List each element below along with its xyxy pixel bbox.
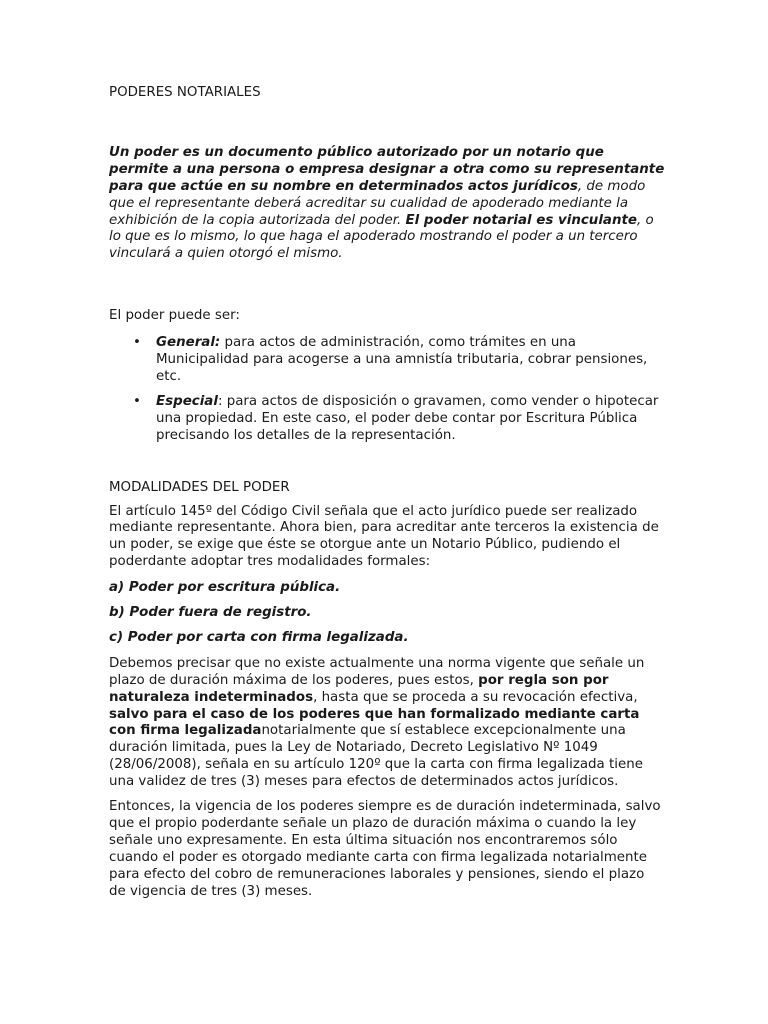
modality-item: c) Poder por carta con firma legalizada. <box>109 629 409 645</box>
conclusion-paragraph: Entonces, la vigencia de los poderes siempre es de duración indeterminada, salvo que el propio poderdante señale un plazo de duración máxima o cuando la ley señale uno expresamente. En esta última situación nos encontraremos sólo cuando el poder es otorgado mediante carta con firma legalizada notarialmente para efecto del cobro de remuneraciones laborales y pensiones, siendo el plazo de vigencia de tres (3) meses. <box>109 799 661 899</box>
type-term: General: <box>156 335 221 351</box>
document-body <box>109 85 665 901</box>
list-item <box>109 335 665 386</box>
power-types-list <box>109 335 665 444</box>
section-intro: El artículo 145º del Código Civil señala que el acto jurídico puede ser realizado mediante representante. Ahora bien, para acreditar ante terceros la existencia de un poder, se exige que éste se otorgue ante un Notario Público, pudiendo el poderdante adoptar tres modalidades formales: <box>109 503 659 570</box>
duration-paragraph <box>109 656 665 791</box>
type-term: Especial <box>156 393 218 409</box>
section-title: MODALIDADES DEL PODER <box>109 479 290 495</box>
duration-emphasis-2: salvo para el caso de los poderes que han formalizado mediante carta con firma legalizada <box>109 706 640 739</box>
type-description: : para actos de disposición o gravamen, como vender o hipotecar una propiedad. En este caso, el poder debe contar por Escritura Pública precisando los detalles de la representación. <box>156 393 659 443</box>
lead-paragraph <box>109 145 665 263</box>
duration-text-3: notarialmente que sí establece excepcionalmente una duración limitada, pues la Ley de Notariado, Decreto Legislativo Nº 1049 (28/06/2008), señala en su artículo 120º que la carta con firma legalizada tiene una validez de tres (3) meses para efectos de determinados actos jurídicos. <box>109 723 643 790</box>
duration-text-1: Debemos precisar que no existe actualmente una norma vigente que señale un plazo de duración máxima de los poderes, pues estos, <box>109 655 645 688</box>
types-intro: El poder puede ser: <box>109 308 240 324</box>
lead-text-1: , de modo que el representante deberá acreditar su cualidad de apoderado mediante la exhibición de la copia autorizada del poder. <box>109 178 646 228</box>
list-item <box>109 394 665 445</box>
document-title: PODERES NOTARIALES <box>109 85 261 100</box>
lead-text-2: , o lo que es lo mismo, lo que haga el apoderado mostrando el poder a un tercero vinculará a quien otorgó el mismo. <box>109 212 654 262</box>
duration-text-2: , hasta que se proceda a su revocación efectiva, <box>313 689 638 705</box>
lead-definition: Un poder es un documento público autorizado por un notario que permite a una persona o empresa designar a otra como su representante para que actúe en su nombre en determinados actos jurídicos <box>109 144 665 194</box>
modality-item: b) Poder fuera de registro. <box>109 605 312 621</box>
modality-item: a) Poder por escritura pública. <box>109 580 341 596</box>
type-description: para actos de administración, como trámites en una Municipalidad para acogerse a una amnistía tributaria, cobrar pensiones, etc. <box>156 335 648 384</box>
duration-emphasis-1: por regla son por naturaleza indeterminados <box>109 672 609 705</box>
bullet-icon: • <box>133 335 141 351</box>
lead-binding-statement: El poder notarial es vinculante <box>405 212 637 228</box>
bullet-icon: • <box>133 393 141 409</box>
